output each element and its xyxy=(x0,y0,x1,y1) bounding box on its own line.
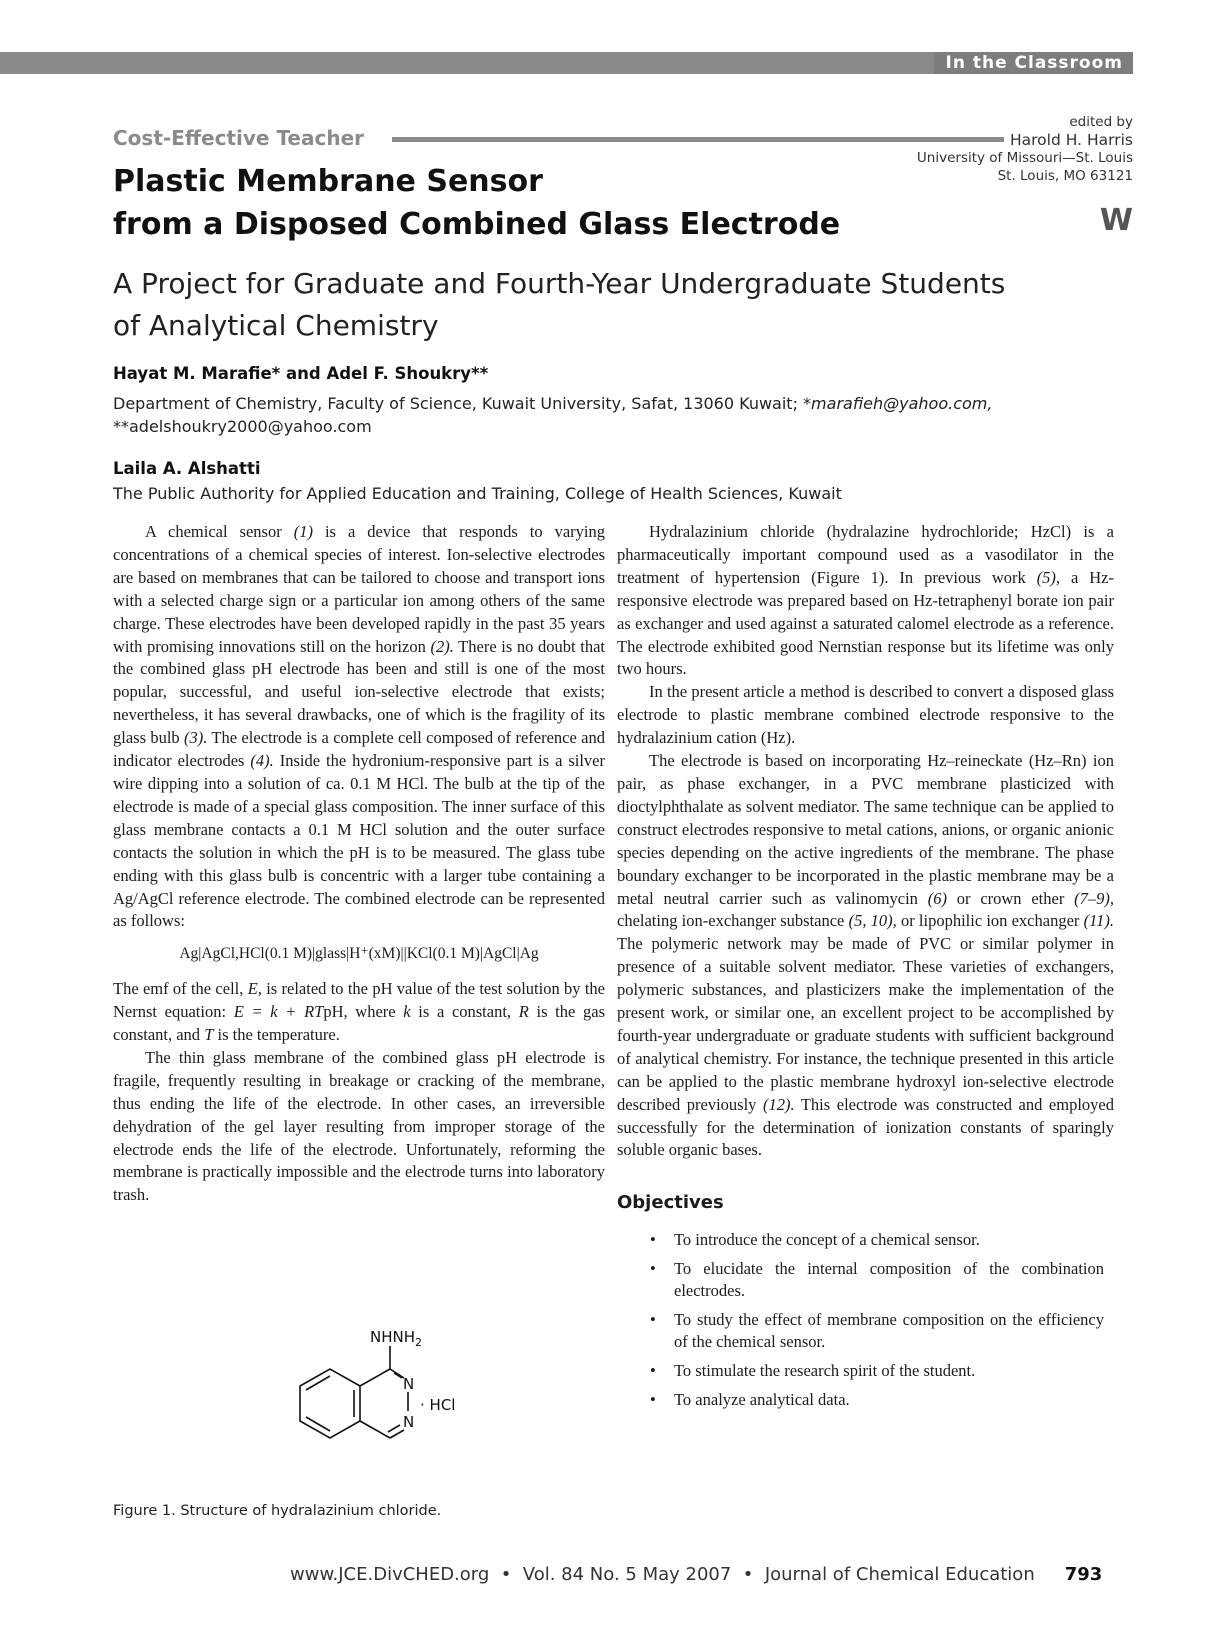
paragraph: The thin glass membrane of the combined glass pH electrode is fragile, frequently resulting in breakage or cracking of the membrane, thus ending the life of the electrode. In other cases, an irreversible dehydration of the gel layer resulting from improper storage of the electrode ends the life of the electrode. Unfortunately, reforming the membrane is practically impossible and the electrode turns into laboratory trash. xyxy=(113,1047,605,1205)
nitrogen-label: N xyxy=(403,1413,415,1431)
list-item: • To introduce the concept of a chemical sensor. xyxy=(617,1229,1114,1251)
page-number: 793 xyxy=(1064,1564,1103,1585)
title-line-1: Plastic Membrane Sensor xyxy=(113,164,543,199)
hcl-label: · HCl xyxy=(420,1396,456,1414)
affiliation-2: The Public Authority for Applied Education and Training, College of Health Sciences, Kuwait xyxy=(113,484,842,503)
affiliation-1-text: Department of Chemistry, Faculty of Science, Kuwait University, Safat, 13060 Kuwait; * xyxy=(113,394,812,413)
citation[interactable]: (4). xyxy=(250,751,274,771)
edited-by-label: edited by xyxy=(1069,114,1133,130)
column-rule xyxy=(392,137,1004,142)
section-banner xyxy=(0,52,1133,74)
figure-caption: Figure 1. Structure of hydralazinium chloride. xyxy=(113,1503,442,1519)
list-item: • To study the effect of membrane composition on the efficiency of the chemical sensor. xyxy=(617,1309,1114,1353)
banner-label: In the Classroom xyxy=(934,52,1134,74)
right-column xyxy=(617,521,1114,1418)
paragraph: The electrode is based on incorporating Hz–reineckate (Hz–Rn) ion pair, as phase exchanger, in a PVC membrane plasticized with dioctylphthalate as solvent mediator. The same technique can be applied to construct electrodes responsive to metal cations, anions, or organic anionic species depending on the active ingredients of the membrane. The phase boundary exchanger to be incorporated in the plastic membrane may be a metal neutral carrier such as valinomycin (6) or crown ether (7–9), chelating ion-exchanger substance (5, 10), or lipophilic ion exchanger (11). The polymeric network may be made of PVC or similar polymer in presence of a suitable solvent mediator. These varieties of exchangers, polymeric substances, and plasticizers make the implementation of the present work, or similar one, an excellent project to be accomplished by fourth-year undergraduate or graduate students with sufficient background of analytical chemistry. For instance, the technique presented in this article can be applied to the plastic membrane hydroxyl ion-selective electrode described previously (12). This electrode was constructed and employed successfully for the determination of ionization constants of sparingly soluble organic bases. xyxy=(617,751,1114,1160)
page-footer xyxy=(290,1564,1102,1585)
subtitle-line-2: of Analytical Chemistry xyxy=(113,309,439,342)
editor-block xyxy=(917,113,1133,185)
editor-affiliation-1: University of Missouri—St. Louis xyxy=(916,150,1133,166)
objectives-list xyxy=(617,1229,1114,1411)
paragraph: Hydralazinium chloride (hydralazine hydrochloride; HzCl) is a pharmaceutically important compound used as a vasodilator in the treatment of hypertension (Figure 1). In previous work (5), a Hz-responsive electrode was prepared based on Hz-tetraphenyl borate ion pair as exchanger and used against a saturated calomel electrode as a reference. The electrode exhibited good Nernstian response but its lifetime was only two hours. xyxy=(617,522,1114,679)
citation[interactable]: (5), xyxy=(1036,567,1061,587)
subtitle-line-1: A Project for Graduate and Fourth-Year Undergraduate Students xyxy=(113,267,1006,300)
citation[interactable]: (12). xyxy=(762,1094,795,1114)
citation[interactable]: (3). xyxy=(184,728,208,748)
citation[interactable]: (1) xyxy=(293,522,313,541)
citation[interactable]: (6) xyxy=(927,888,947,908)
column-label: Cost-Effective Teacher xyxy=(113,126,365,150)
affiliation-1 xyxy=(113,392,1113,438)
author-list-2: Laila A. Alshatti xyxy=(113,459,261,478)
citation[interactable]: (5, 10), xyxy=(848,911,897,931)
left-column xyxy=(113,521,605,1207)
list-item: • To analyze analytical data. xyxy=(617,1389,1114,1411)
nhnh2-label: $NHNH_2$ xyxy=(370,1328,422,1349)
editor-name: Harold H. Harris xyxy=(1010,131,1133,149)
nitrogen-label: N xyxy=(403,1375,415,1393)
list-item: • To elucidate the internal composition of the combination electrodes. xyxy=(617,1258,1114,1302)
list-item: • To stimulate the research spirit of the student. xyxy=(617,1360,1114,1382)
hydralazine-structure-figure xyxy=(270,1328,460,1496)
author-list-1: Hayat M. Marafie* and Adel F. Shoukry** xyxy=(113,364,489,383)
paragraph: The emf of the cell, E, is related to the pH value of the test solution by the Nernst equation: E = k + RTpH, where k is a constant, R is the gas constant, and T is the temperature. xyxy=(113,979,605,1045)
footer-citation[interactable]: www.JCE.DivCHED.org • Vol. 84 No. 5 May 2007 • Journal of Chemical Education xyxy=(290,1564,1035,1585)
title-line-2: from a Disposed Combined Glass Electrode xyxy=(113,207,841,242)
email-link-1[interactable]: marafieh@yahoo.com, xyxy=(811,394,993,413)
editor-affiliation-2: St. Louis, MO 63121 xyxy=(997,168,1133,184)
citation[interactable]: (7–9), xyxy=(1074,888,1114,908)
email-link-2[interactable]: **adelshoukry2000@yahoo.com xyxy=(113,417,372,436)
benzene-ring xyxy=(300,1369,360,1438)
article-subtitle xyxy=(113,263,1013,347)
web-supplement-icon: W xyxy=(1099,203,1133,238)
cell-equation: Ag|AgCl,HCl(0.1 M)|glass|H⁺(xM)||KCl(0.1 M)|AgCl|Ag xyxy=(179,945,539,963)
citation[interactable]: (11). xyxy=(1083,911,1114,931)
paragraph: A chemical sensor (1) is a device that responds to varying concentrations of a chemical species of interest. Ion-selective electrodes are based on membranes that can be tailored to choose and transport ions with a selected charge sign or a particular ion among others of the same charge. These electrodes have been developed rapidly in the past 35 years with promising innovations still on the horizon (2). There is no doubt that the combined glass pH electrode has been and still is one of the most popular, successful, and useful ion-selective electrode that exists; nevertheless, it has several drawbacks, one of which is the fragility of its glass bulb (3). The electrode is a complete cell composed of reference and indicator electrodes (4). Inside the hydronium-responsive part is a silver wire dipping into a solution of ca. 0.1 M HCl. The bulb at the tip of the electrode is made of a special glass composition. The inner surface of this glass membrane contacts a 0.1 M HCl solution and the outer surface contacts the solution in which the pH is to be measured. The glass tube ending with this glass bulb is concentric with a larger tube containing a Ag/AgCl reference electrode. The combined electrode can be represented as follows: xyxy=(113,522,605,931)
citation[interactable]: (2). xyxy=(430,636,454,656)
paragraph: In the present article a method is described to convert a disposed glass electrode to plastic membrane combined electrode responsive to the hydralazinium cation (Hz). xyxy=(617,682,1114,748)
article-title xyxy=(113,160,840,246)
objectives-heading: Objectives xyxy=(617,1192,724,1214)
